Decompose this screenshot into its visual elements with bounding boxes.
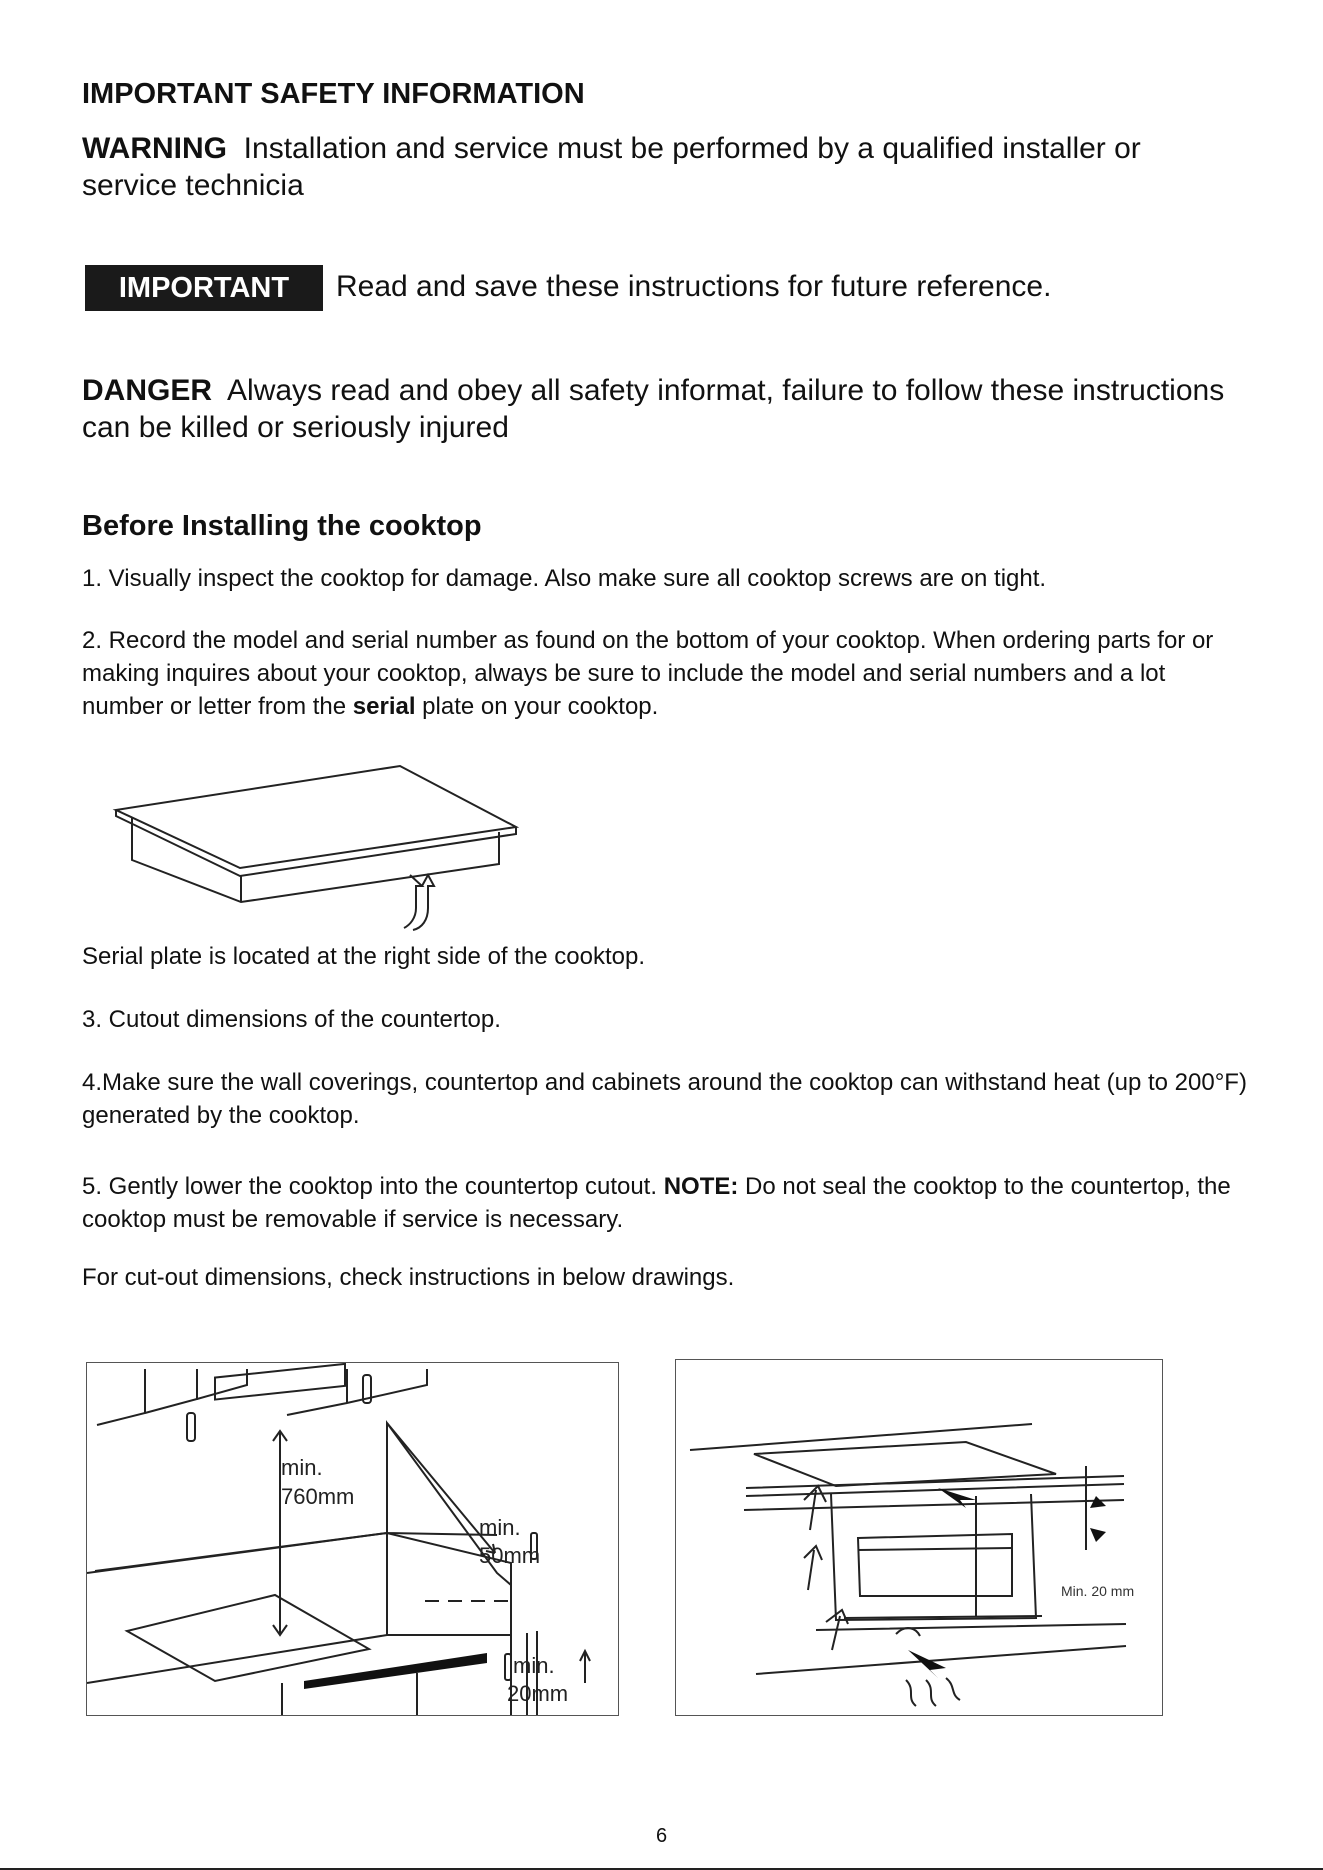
ventilation-drawing-frame [675,1359,1163,1716]
danger-block [82,372,1242,446]
step-2-bold: serial [352,693,416,720]
ventilation-drawing [676,1360,1162,1715]
cooktop-illustration [110,760,530,940]
important-badge: IMPORTANT [85,265,323,311]
step-3: 3. Cutout dimensions of the countertop. [82,1006,501,1033]
page-number: 6 [655,1825,668,1847]
cutout-note: For cut-out dimensions, check instructions in below drawings. [82,1264,735,1291]
serial-caption: Serial plate is located at the right side of the cooktop. [82,943,646,970]
label-min-3: min. [513,1653,555,1678]
label-760mm: 760mm [281,1484,355,1509]
step-5-before: 5. Gently lower the cooktop into the countertop cutout. [82,1173,664,1200]
danger-label: DANGER [82,374,213,407]
warning-block [82,130,1242,204]
step-1: 1. Visually inspect the cooktop for damage. Also make sure all cooktop screws are on tight. [82,565,1047,592]
step-4: 4.Make sure the wall coverings, countertop and cabinets around the cooktop can withstand heat (up to 200°F) generated by the cooktop. [82,1069,1247,1129]
step-5-bold: NOTE: [663,1173,739,1200]
label-min: min. [281,1455,323,1480]
step-5 [82,1170,1252,1236]
danger-text: Always read and obey all safety informat, failure to follow these instructions can be killed or seriously injured [82,374,1225,444]
label-20mm: 20mm [507,1681,569,1706]
step-2-before: 2. Record the model and serial number as found on the bottom of your cooktop. When ordering parts for or making inquires about your cooktop, always be sure to include the model and serial numbers and a lot number or letter from the [82,627,1214,720]
clearance-drawing-frame [86,1362,619,1716]
warning-text: Installation and service must be performed by a qualified installer or service technicia [82,132,1141,202]
important-text: Read and save these instructions for future reference. [336,270,1052,303]
step-5-after: Do not seal the cooktop to the countertop, the cooktop must be removable if service is necessary. [82,1173,1231,1233]
page-heading: IMPORTANT SAFETY INFORMATION [82,78,585,110]
label-50mm: 50mm [479,1543,541,1568]
section-heading: Before Installing the cooktop [82,510,482,542]
warning-label: WARNING [82,132,227,165]
step-2-after: plate on your cooktop. [415,693,659,720]
clearance-drawing [87,1363,618,1715]
label-min-2: min. [479,1515,521,1540]
step-2 [82,624,1252,723]
label-min-20mm: Min. 20 mm [1061,1583,1135,1599]
